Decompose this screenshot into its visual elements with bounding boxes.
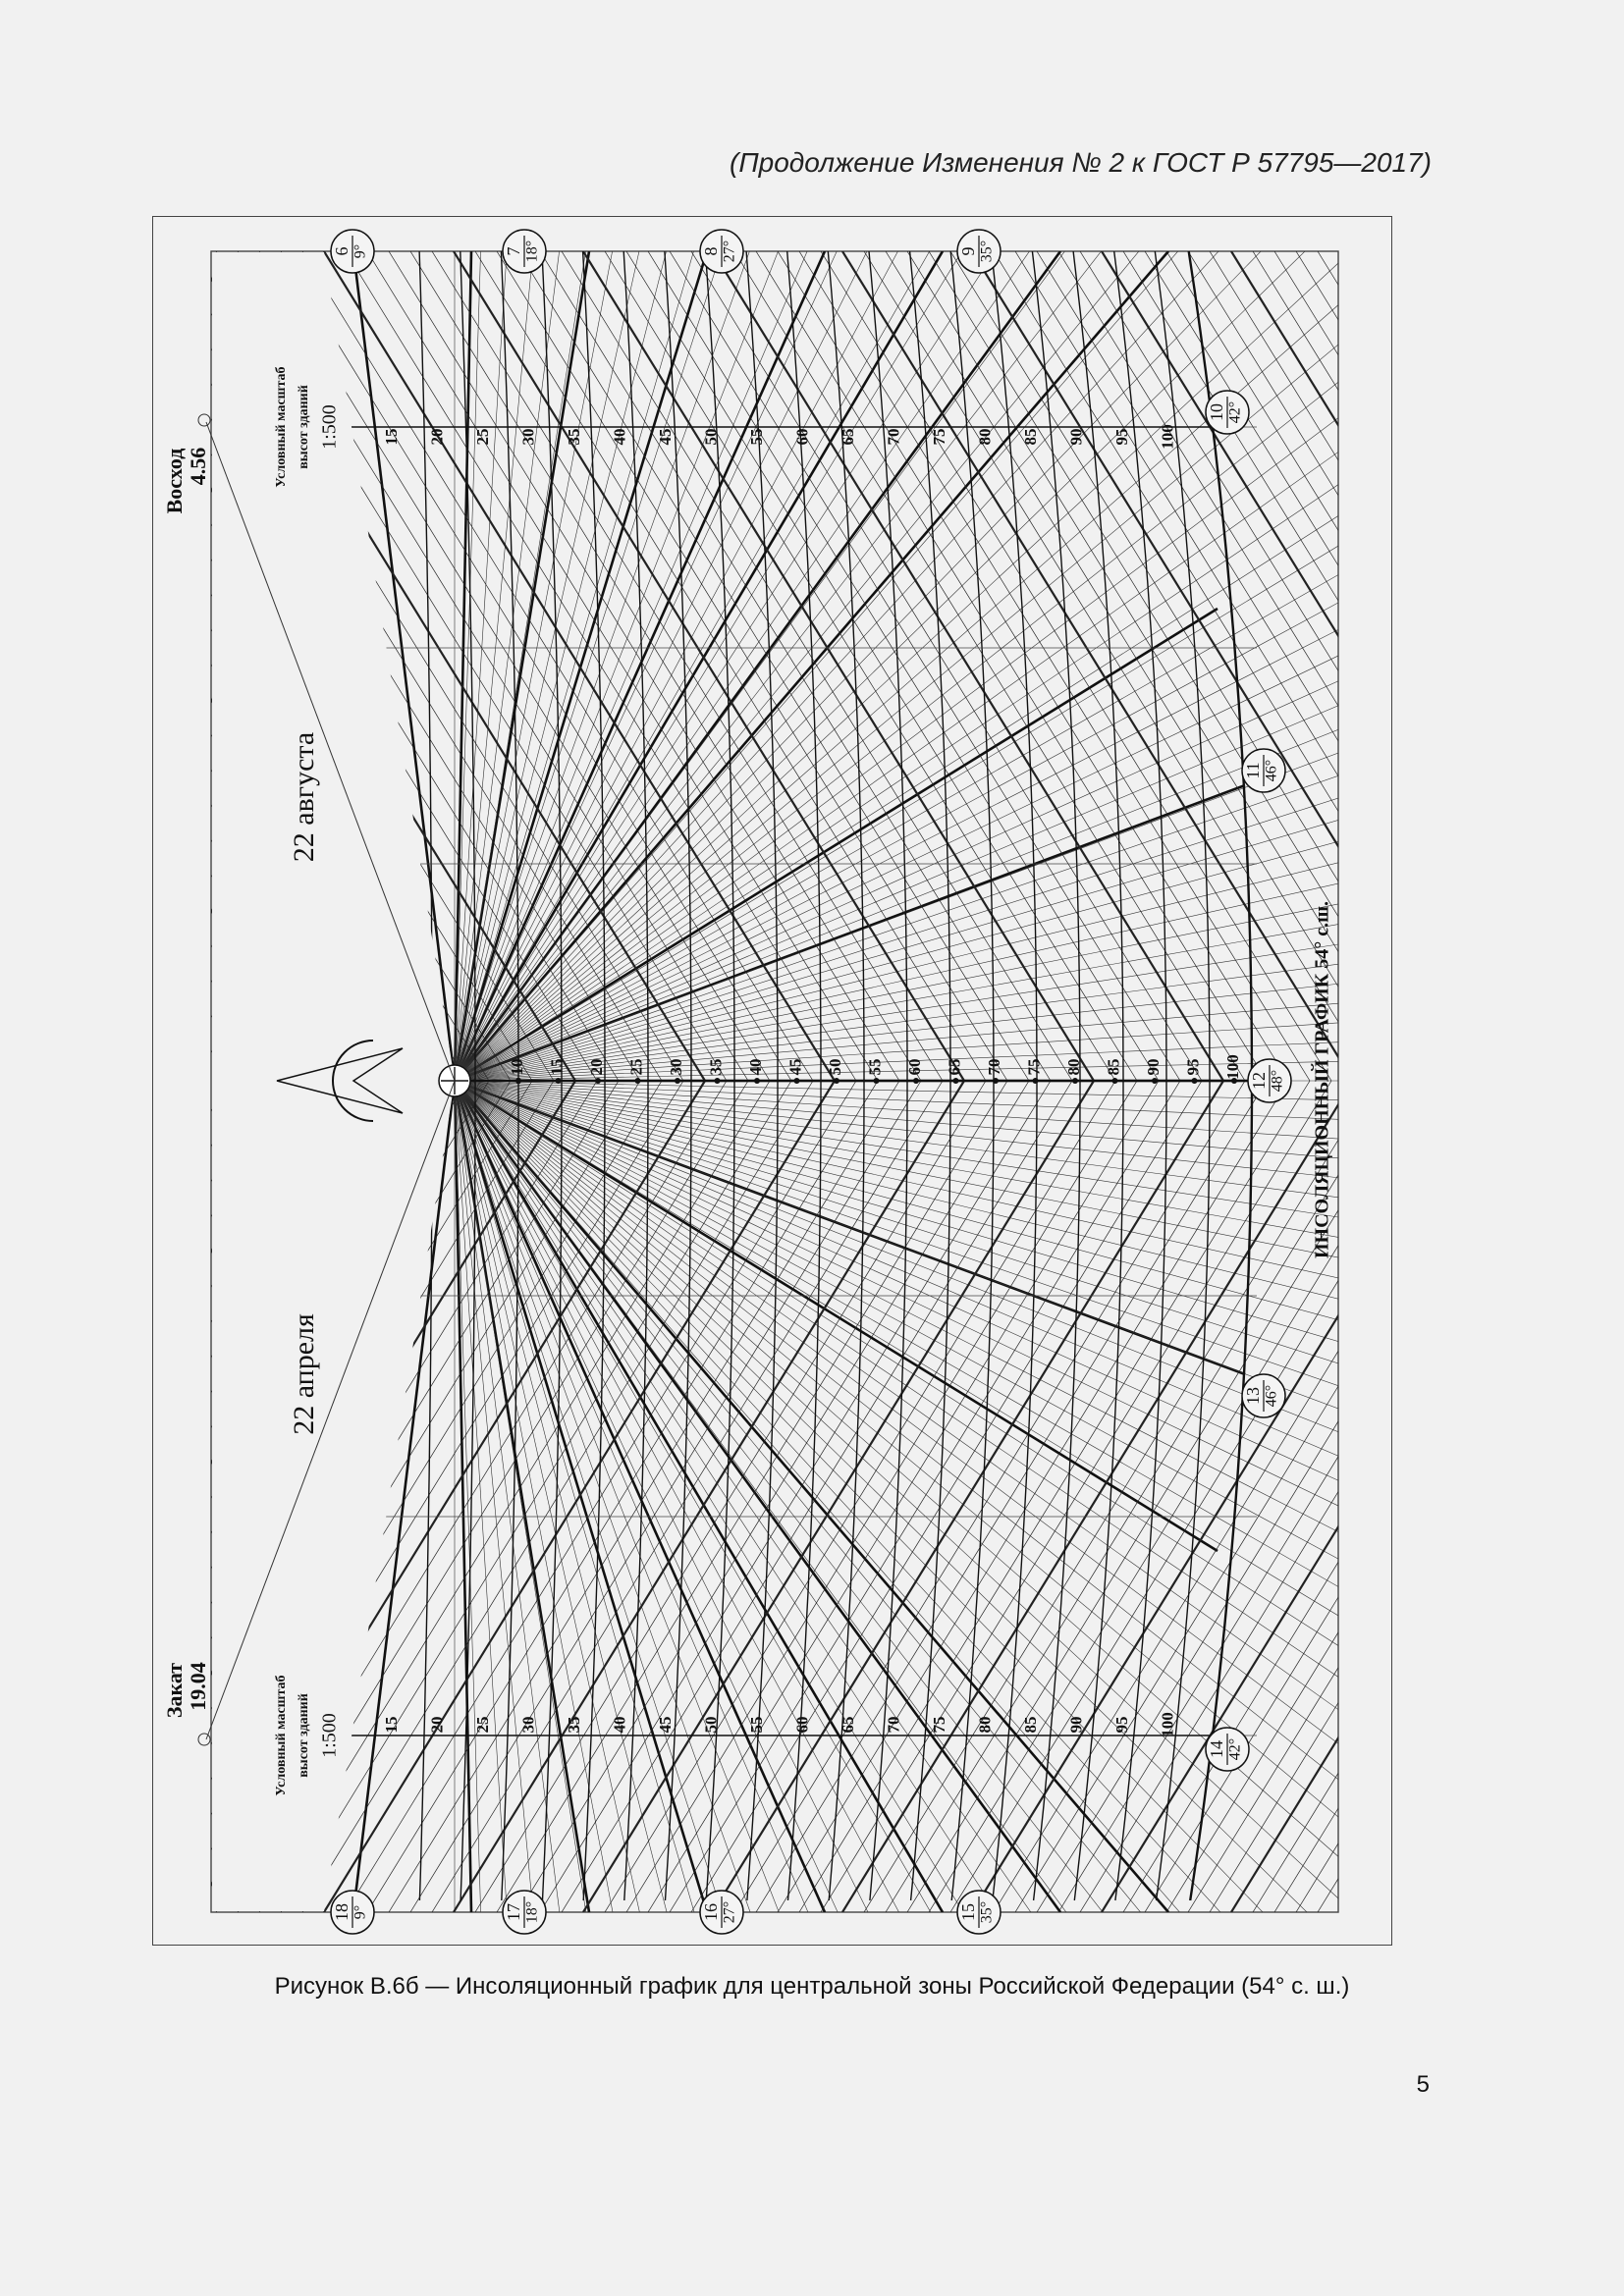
sunset-icon xyxy=(198,1734,210,1745)
hatch-line xyxy=(1037,251,1547,1081)
hour-marker-hour: 12 xyxy=(1249,1072,1270,1090)
hatch-line xyxy=(994,251,1504,1081)
axis-tick-dot xyxy=(595,1078,601,1084)
hatch-line xyxy=(1080,1081,1591,1912)
axis-tick: 60 xyxy=(904,1058,924,1076)
minute-ray xyxy=(455,0,748,1081)
hatch-line xyxy=(1037,1081,1547,1912)
hatch-line xyxy=(1426,1081,1624,1912)
hatch-line xyxy=(1318,1081,1624,1912)
hatch-line xyxy=(1210,1081,1624,1912)
scale-bottom-label-1: Условный масштаб xyxy=(274,1675,290,1796)
hatch-line xyxy=(1512,1081,1624,1912)
axis-tick-dot xyxy=(874,1078,880,1084)
minute-ray xyxy=(455,1081,1624,1616)
hatch-line xyxy=(367,251,878,1081)
hatch-line xyxy=(1534,1081,1624,1912)
hour-marker-minute: 42° xyxy=(1226,1737,1244,1761)
axis-tick-dot xyxy=(715,1078,721,1084)
hatch-line xyxy=(670,1081,1180,1912)
axis-tick-dot xyxy=(1152,1078,1158,1084)
hour-marker-minute: 18° xyxy=(523,1900,541,1924)
hour-ray xyxy=(455,1081,707,1912)
axis-tick: 35 xyxy=(706,1058,726,1076)
scale-tick-bottom: 95 xyxy=(1111,1716,1131,1734)
minute-ray xyxy=(455,1081,1193,2085)
hatch-line xyxy=(389,251,899,1081)
scale-top-value: 1:500 xyxy=(318,404,341,450)
minute-ray xyxy=(455,1081,1624,1173)
sunrise-label: Восход xyxy=(162,448,188,514)
hatch-line xyxy=(518,1081,1029,1912)
hatch-line xyxy=(1361,1081,1624,1912)
hatch-line xyxy=(1598,251,1624,1081)
hatch-line xyxy=(994,1081,1504,1912)
axis-tick: 75 xyxy=(1024,1058,1044,1076)
hatch-line xyxy=(1318,251,1624,1081)
hour-marker-hour: 17 xyxy=(504,1903,524,1921)
minute-ray xyxy=(455,465,1624,1081)
hatch-line xyxy=(389,1081,899,1912)
hatch-line xyxy=(1210,251,1624,1081)
hatch-line xyxy=(972,1081,1483,1912)
axis-tick-dot xyxy=(675,1078,680,1084)
minute-ray xyxy=(455,1081,1624,1445)
minute-ray xyxy=(455,77,1193,1081)
hatch-line xyxy=(0,1081,211,1912)
document-header: (Продолжение Изменения № 2 к ГОСТ Р 57795—2017) xyxy=(730,147,1432,178)
hatch-line xyxy=(1620,1081,1624,1912)
hour-marker-minute: 35° xyxy=(978,240,996,263)
chart-title: ИНСОЛЯЦИОННЫЙ ГРАФИК 54° с.ш. xyxy=(1311,900,1333,1259)
minute-ray xyxy=(455,546,1624,1081)
hatch-line xyxy=(1469,251,1624,1081)
minute-ray xyxy=(455,1081,1624,1356)
scale-tick-top: 70 xyxy=(884,428,903,446)
minute-ray xyxy=(455,659,1624,1081)
hatch-line xyxy=(778,251,1288,1081)
minute-ray xyxy=(455,1081,1576,1798)
scale-tick-bottom: 70 xyxy=(884,1716,903,1734)
minute-ray xyxy=(455,746,1624,1081)
sunset-label: Закат xyxy=(162,1662,188,1719)
axis-tick-dot xyxy=(1072,1078,1078,1084)
hatch-line xyxy=(1577,1081,1624,1912)
minute-ray xyxy=(455,1081,1401,1956)
axis-tick: 85 xyxy=(1104,1058,1123,1076)
hatch-line xyxy=(1188,1081,1624,1912)
scale-bottom-label-2: высот зданий xyxy=(297,1693,312,1778)
minute-ray xyxy=(455,0,996,1081)
sunrise-icon xyxy=(198,414,210,426)
axis-tick: 40 xyxy=(745,1058,765,1076)
hatch-line xyxy=(1231,251,1624,1081)
hatch-line xyxy=(367,1081,878,1912)
scale-tick-top: 35 xyxy=(564,428,583,446)
hatch-line xyxy=(454,1081,964,1912)
scale-tick-top: 85 xyxy=(1020,428,1040,446)
hatch-line xyxy=(432,251,943,1081)
axis-tick-dot xyxy=(1033,1078,1039,1084)
minute-ray xyxy=(455,0,676,1081)
scale-tick-bottom: 15 xyxy=(381,1716,401,1734)
hatch-line xyxy=(1296,1081,1624,1912)
scale-tick-top: 100 xyxy=(1158,424,1177,450)
minute-ray xyxy=(455,1081,1428,1935)
hatch-line xyxy=(1339,251,1624,1081)
hatch-line xyxy=(1490,251,1624,1081)
scale-tick-bottom: 75 xyxy=(929,1716,948,1734)
scale-tick-top: 95 xyxy=(1111,428,1131,446)
scale-tick-top: 40 xyxy=(610,428,629,446)
hour-ray xyxy=(455,1081,1218,1551)
hatch-line xyxy=(756,1081,1267,1912)
minute-ray xyxy=(455,1081,1227,2068)
hatch-line xyxy=(1145,1081,1624,1912)
hour-marker-hour: 11 xyxy=(1243,762,1264,779)
hatch-line xyxy=(1296,251,1624,1081)
hour-marker-hour: 18 xyxy=(332,1903,352,1921)
hatch-line xyxy=(410,251,921,1081)
hour-marker-minute: 42° xyxy=(1226,400,1244,424)
scale-tick-bottom: 30 xyxy=(518,1716,538,1734)
hatch-line xyxy=(0,251,230,1081)
minute-ray xyxy=(455,186,1373,1081)
axis-tick-dot xyxy=(515,1078,521,1084)
minute-ray xyxy=(455,775,1624,1081)
hatch-line xyxy=(799,1081,1310,1912)
minute-ray xyxy=(455,1081,1373,1976)
hour-marker-hour: 15 xyxy=(958,1903,979,1921)
minute-ray xyxy=(455,806,1624,1081)
hour-marker-minute: 46° xyxy=(1263,759,1280,782)
hour-marker-minute: 48° xyxy=(1269,1069,1286,1093)
minute-ray xyxy=(455,1081,1624,1386)
minute-ray xyxy=(455,1081,676,2244)
hatch-line xyxy=(972,251,1483,1081)
axis-tick: 25 xyxy=(626,1058,646,1076)
minute-ray xyxy=(455,0,856,1081)
hatch-line xyxy=(1598,1081,1624,1912)
axis-tick-dot xyxy=(754,1078,760,1084)
hour-marker-hour: 9 xyxy=(958,246,979,256)
scale-tick-bottom: 80 xyxy=(975,1716,995,1734)
axis-tick: 50 xyxy=(825,1058,844,1076)
scale-tick-top: 55 xyxy=(746,428,766,446)
axis-tick: 30 xyxy=(666,1058,685,1076)
page-number: 5 xyxy=(1416,2071,1430,2098)
minute-ray xyxy=(455,1081,1624,1503)
hour-marker-minute: 35° xyxy=(978,1900,996,1924)
scale-tick-top: 15 xyxy=(381,428,401,446)
axis-tick: 55 xyxy=(865,1058,885,1076)
axis-tick-dot xyxy=(993,1078,999,1084)
hatch-line xyxy=(1490,1081,1624,1912)
hatch-line xyxy=(497,1081,1007,1912)
scale-bottom-value: 1:500 xyxy=(318,1713,341,1758)
date-top-label: 22 августа xyxy=(287,731,320,863)
hour-ray xyxy=(455,1081,471,1912)
minute-ray xyxy=(455,717,1624,1081)
hatch-line xyxy=(1404,1081,1624,1912)
hatch-line xyxy=(605,251,1115,1081)
minute-ray xyxy=(455,1081,1624,1415)
hatch-line xyxy=(778,1081,1288,1912)
axis-tick: 15 xyxy=(547,1058,567,1076)
scale-tick-bottom: 55 xyxy=(746,1716,766,1734)
hatch-line xyxy=(842,1081,1353,1912)
minute-ray xyxy=(455,110,1256,1081)
hatch-line xyxy=(0,1081,187,1912)
minute-ray xyxy=(455,93,1227,1081)
hour-marker-hour: 14 xyxy=(1207,1740,1227,1758)
hatch-line xyxy=(648,1081,1159,1912)
hatch-line xyxy=(1188,251,1624,1081)
date-bottom-label: 22 апреля xyxy=(287,1313,320,1435)
minute-ray xyxy=(455,0,639,1081)
sunrise-time: 4.56 xyxy=(186,447,211,486)
hatch-line xyxy=(1382,1081,1624,1912)
axis-tick-dot xyxy=(1112,1078,1118,1084)
hatch-line xyxy=(1447,251,1624,1081)
scale-tick-bottom: 65 xyxy=(838,1716,857,1734)
scale-tick-bottom: 90 xyxy=(1066,1716,1086,1734)
scale-tick-top: 50 xyxy=(701,428,721,446)
hour-marker-hour: 16 xyxy=(701,1903,722,1921)
minute-ray xyxy=(455,227,1428,1081)
hatch-line xyxy=(1015,1081,1526,1912)
hatch-line xyxy=(1469,1081,1624,1912)
hatch-line xyxy=(1512,251,1624,1081)
scale-tick-top: 75 xyxy=(929,428,948,446)
axis-tick-dot xyxy=(913,1078,919,1084)
scale-tick-top: 25 xyxy=(472,428,492,446)
hatch-line xyxy=(842,251,1353,1081)
axis-tick: 20 xyxy=(586,1058,606,1076)
minute-ray xyxy=(455,1081,1256,2052)
minute-ray xyxy=(455,0,492,1081)
hatch-line xyxy=(454,251,964,1081)
hour-marker-hour: 7 xyxy=(504,246,524,256)
axis-tick-dot xyxy=(1192,1078,1198,1084)
axis-tick: 10 xyxy=(507,1058,526,1076)
hatch-line xyxy=(562,1081,1072,1912)
axis-tick: 65 xyxy=(945,1058,964,1076)
scale-tick-top: 60 xyxy=(792,428,812,446)
scale-tick-bottom: 35 xyxy=(564,1716,583,1734)
axis-tick-dot xyxy=(834,1078,839,1084)
scale-tick-top: 30 xyxy=(518,428,538,446)
hatch-line xyxy=(1015,251,1526,1081)
axis-tick: 80 xyxy=(1063,1058,1083,1076)
hatch-line xyxy=(1577,251,1624,1081)
scale-tick-bottom: 100 xyxy=(1158,1712,1177,1737)
hatch-line xyxy=(1555,1081,1624,1912)
axis-tick: 70 xyxy=(984,1058,1003,1076)
hour-marker-minute: 27° xyxy=(721,240,738,263)
hatch-line xyxy=(1555,251,1624,1081)
hatch-line xyxy=(907,1081,1418,1912)
minute-ray xyxy=(455,363,1576,1081)
hatch-line xyxy=(1382,251,1624,1081)
scale-tick-top: 20 xyxy=(427,428,447,446)
hour-marker-hour: 8 xyxy=(701,246,722,256)
axis-tick-dot xyxy=(556,1078,562,1084)
minute-ray xyxy=(455,205,1401,1081)
hatch-line xyxy=(1447,1081,1624,1912)
hatch-line xyxy=(0,251,187,1081)
hatch-line xyxy=(1123,1081,1624,1912)
hour-marker-hour: 13 xyxy=(1243,1387,1264,1405)
minute-ray xyxy=(455,1081,996,2169)
hour-marker-minute: 9° xyxy=(352,243,369,259)
hour-marker-minute: 46° xyxy=(1263,1384,1280,1408)
axis-tick-dot xyxy=(794,1078,800,1084)
minute-ray xyxy=(455,18,1063,1081)
sunset-time: 19.04 xyxy=(186,1662,211,1711)
minute-ray xyxy=(455,31,1097,1081)
minute-ray xyxy=(455,1081,639,2249)
hatch-line xyxy=(1123,251,1624,1081)
hatch-line xyxy=(0,1081,230,1912)
axis-tick: 95 xyxy=(1183,1058,1203,1076)
hour-marker-minute: 9° xyxy=(352,1904,369,1920)
scale-tick-bottom: 40 xyxy=(610,1716,629,1734)
minute-ray xyxy=(455,1081,1624,1696)
hatch-line xyxy=(1426,251,1624,1081)
figure-caption: Рисунок В.6б — Инсоляционный график для центральной зоны Российской Федерации (54° с. ш.) xyxy=(274,1973,1350,2000)
scale-tick-bottom: 20 xyxy=(427,1716,447,1734)
hour-ray xyxy=(455,251,471,1081)
hour-marker-minute: 18° xyxy=(523,240,541,263)
hatch-line xyxy=(1102,1081,1612,1912)
hatch-line xyxy=(410,1081,921,1912)
hour-marker-minute: 27° xyxy=(721,1900,738,1924)
hatch-line xyxy=(1620,251,1624,1081)
hatch-line xyxy=(1361,251,1624,1081)
minute-ray xyxy=(455,1081,1505,1869)
minute-ray xyxy=(455,1081,603,2252)
hour-marker-hour: 10 xyxy=(1207,403,1227,421)
hatch-line xyxy=(929,251,1439,1081)
hatch-line xyxy=(1339,1081,1624,1912)
scale-tick-top: 80 xyxy=(975,428,995,446)
hatch-line xyxy=(0,251,211,1081)
scale-tick-bottom: 25 xyxy=(472,1716,492,1734)
scale-top-label-1: Условный масштаб xyxy=(274,366,290,488)
hatch-line xyxy=(929,1081,1439,1912)
hatch-line xyxy=(904,251,1418,1081)
hatch-line xyxy=(1534,251,1624,1081)
hour-ray xyxy=(455,609,1218,1081)
hatch-line xyxy=(562,251,1072,1081)
scale-tick-bottom: 60 xyxy=(792,1716,812,1734)
axis-tick: 100 xyxy=(1222,1054,1242,1080)
scale-tick-bottom: 85 xyxy=(1020,1716,1040,1734)
hatch-line xyxy=(1404,251,1624,1081)
scale-tick-top: 90 xyxy=(1066,428,1086,446)
scale-top-label-2: высот зданий xyxy=(297,385,312,469)
axis-tick: 45 xyxy=(785,1058,805,1076)
axis-tick-dot xyxy=(635,1078,641,1084)
axis-tick-dot xyxy=(953,1078,959,1084)
axis-tick: 90 xyxy=(1143,1058,1163,1076)
hatch-line xyxy=(1231,1081,1624,1912)
scale-tick-top: 45 xyxy=(655,428,675,446)
scale-tick-bottom: 45 xyxy=(655,1716,675,1734)
hour-marker-hour: 6 xyxy=(332,246,352,256)
scale-tick-bottom: 50 xyxy=(701,1716,721,1734)
hatch-line xyxy=(1102,251,1612,1081)
hatch-line xyxy=(497,251,1007,1081)
hatch-line xyxy=(432,1081,943,1912)
hour-ray xyxy=(455,251,707,1081)
scale-tick-top: 65 xyxy=(838,428,857,446)
